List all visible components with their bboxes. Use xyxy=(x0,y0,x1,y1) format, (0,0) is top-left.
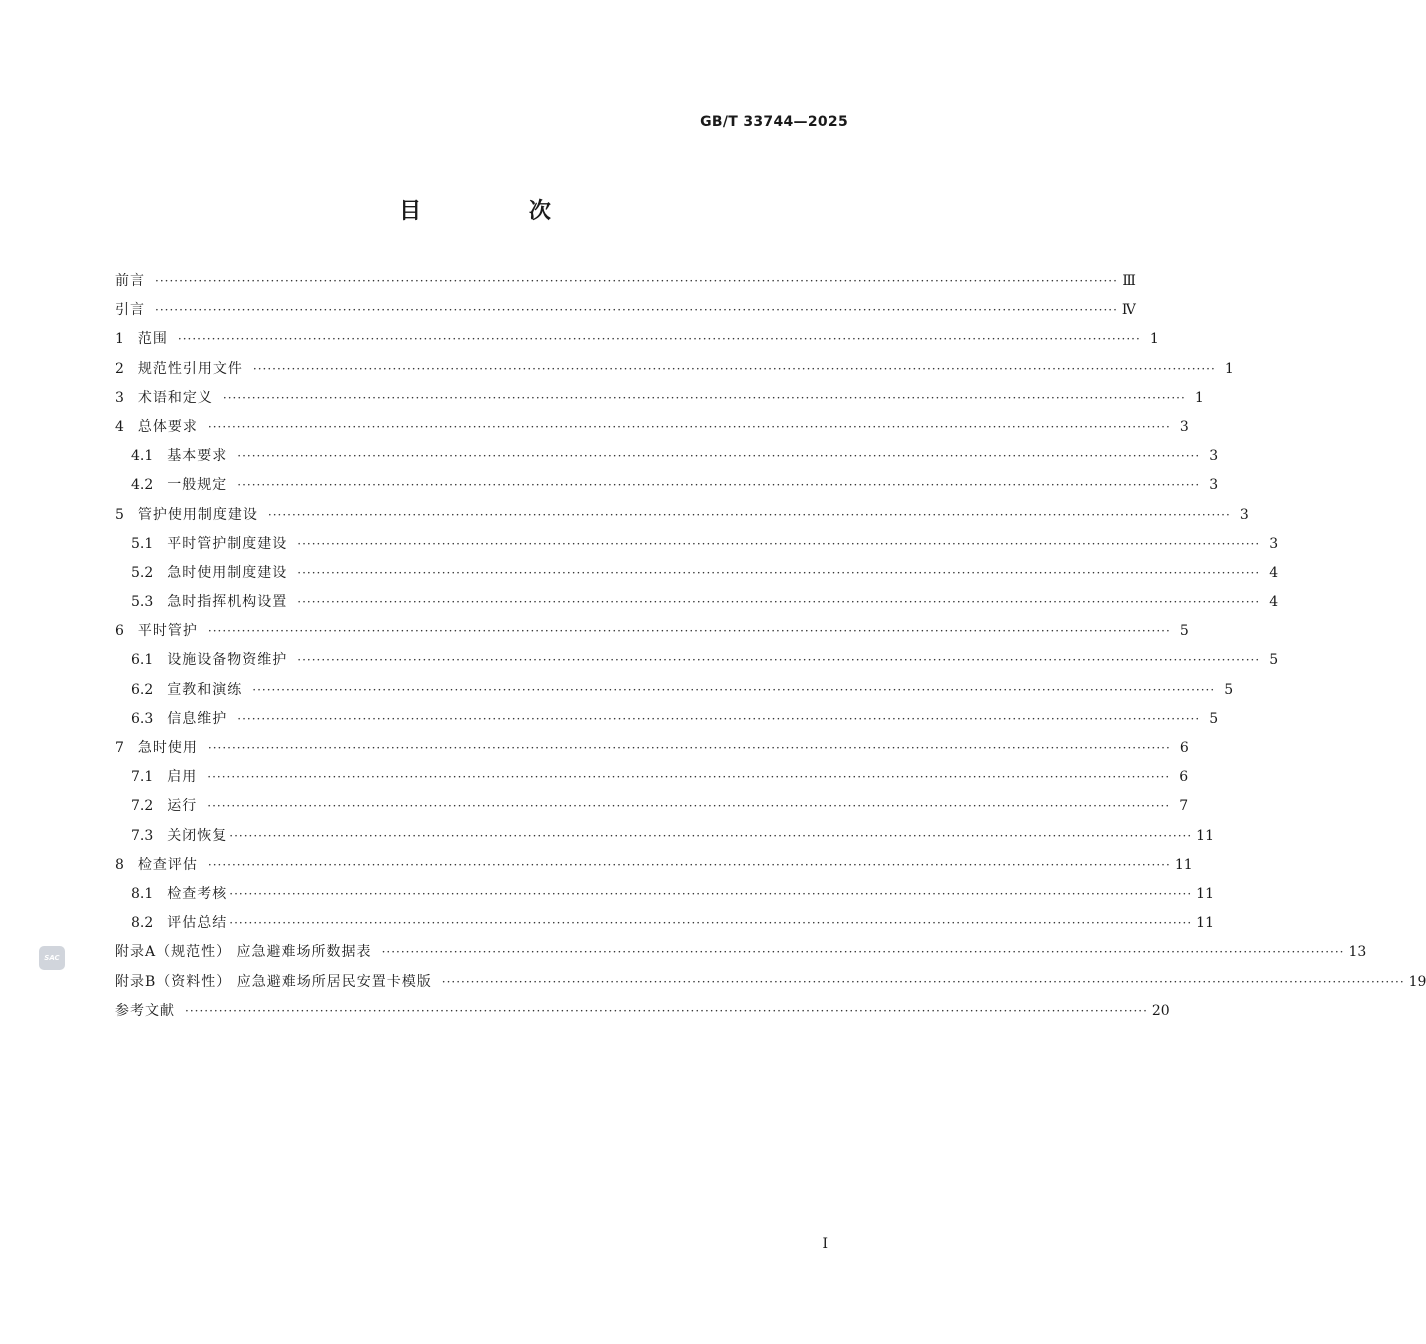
toc-entry-number: 4.2 xyxy=(131,477,154,494)
toc-title: 目 次 xyxy=(399,199,601,224)
toc-entry-label: 参考文献 xyxy=(115,1002,175,1019)
toc-entry[interactable] xyxy=(115,474,1219,503)
toc-entry-page: 5 xyxy=(1209,710,1219,727)
toc-entry[interactable] xyxy=(115,883,1214,912)
toc-entry-page: Ⅳ xyxy=(1121,302,1136,319)
toc-entry-page: 1 xyxy=(1194,389,1204,406)
toc-dot-leader: ········································································································································································································ xyxy=(381,945,1345,960)
toc-dot-leader: ········································································································································································································ xyxy=(155,303,1118,318)
toc-entry-label: 启用 xyxy=(167,769,198,786)
toc-dot-leader: ········································································································································································································ xyxy=(207,770,1171,785)
toc-entry-page: 3 xyxy=(1269,535,1279,552)
toc-entry-page: 3 xyxy=(1179,418,1189,435)
toc-entry-number: 7.2 xyxy=(131,798,154,815)
toc-entry-number: 6.3 xyxy=(131,710,154,727)
toc-entry-page: 3 xyxy=(1209,477,1219,494)
toc-entry-label: 附录A（规范性） 应急避难场所数据表 xyxy=(115,944,372,961)
toc-entry-page: 1 xyxy=(1224,360,1234,377)
toc-entry-number: 4.1 xyxy=(131,448,154,465)
toc-entry[interactable] xyxy=(115,795,1189,824)
toc-dot-leader: ········································································································································································································ xyxy=(237,711,1201,726)
toc-entry-label: 平时管护制度建设 xyxy=(167,535,288,552)
toc-entry[interactable] xyxy=(115,620,1189,649)
toc-entry-number: 8 xyxy=(115,856,124,873)
toc-entry-label: 评估总结 xyxy=(167,915,228,932)
toc-entry[interactable] xyxy=(115,854,1193,883)
standard-code: GB/T 33744—2025 xyxy=(700,114,848,130)
toc-entry[interactable] xyxy=(115,270,1136,299)
toc-entry-number: 1 xyxy=(115,331,124,348)
toc-entry-page: 11 xyxy=(1196,885,1214,902)
toc-entry-page: 3 xyxy=(1239,506,1249,523)
toc-entry[interactable] xyxy=(115,533,1279,562)
toc-entry-label: 基本要求 xyxy=(167,448,228,465)
toc-entry-page: 4 xyxy=(1269,594,1279,611)
toc-entry-label: 检查评估 xyxy=(137,856,198,873)
toc-dot-leader: ········································································································································································································ xyxy=(237,449,1201,464)
toc-entry-number: 4 xyxy=(115,418,124,435)
toc-entry[interactable] xyxy=(115,328,1159,357)
toc-entry[interactable] xyxy=(115,445,1219,474)
toc-entry[interactable] xyxy=(115,591,1279,620)
toc-entry-page: 6 xyxy=(1179,769,1189,786)
toc-entry-page: 3 xyxy=(1209,448,1219,465)
toc-entry-label: 管护使用制度建设 xyxy=(137,506,258,523)
toc-dot-leader: ········································································································································································································ xyxy=(177,332,1141,347)
toc-entry[interactable] xyxy=(115,649,1279,678)
toc-entry-label: 前言 xyxy=(115,273,145,289)
toc-entry-label: 急时使用制度建设 xyxy=(167,564,288,581)
toc-entry[interactable] xyxy=(115,358,1234,387)
toc-dot-leader: ········································································································································································································ xyxy=(207,799,1171,814)
toc-entry-number: 5.3 xyxy=(131,594,154,611)
toc-dot-leader: ········································································································································································································ xyxy=(229,886,1193,901)
toc-entry-label: 设施设备物资维护 xyxy=(167,652,288,669)
toc-entry-label: 平时管护 xyxy=(137,623,198,640)
toc-dot-leader: ········································································································································································································ xyxy=(207,857,1171,872)
toc-entry[interactable] xyxy=(115,679,1234,708)
toc-entry-label: 信息维护 xyxy=(167,710,228,727)
toc-entry-number: 5.1 xyxy=(131,535,154,552)
toc-dot-leader: ········································································································································································································ xyxy=(207,741,1171,755)
toc-entry-page: 6 xyxy=(1179,740,1189,756)
toc-dot-leader: ········································································································································································································ xyxy=(441,974,1405,989)
toc-dot-leader: ········································································································································································································ xyxy=(252,361,1216,376)
toc-entry[interactable] xyxy=(115,825,1214,854)
toc-entry-label: 总体要求 xyxy=(137,418,198,435)
toc-entry-number: 5 xyxy=(115,506,124,523)
toc-entry-label: 一般规定 xyxy=(167,477,228,494)
toc-dot-leader: ········································································································································································································ xyxy=(252,682,1216,697)
table-of-contents xyxy=(115,270,1426,1029)
toc-entry-label: 术语和定义 xyxy=(137,389,213,406)
toc-dot-leader: ········································································································································································································ xyxy=(229,916,1193,931)
toc-entry-page: 20 xyxy=(1151,1002,1170,1019)
toc-dot-leader: ········································································································································································································ xyxy=(297,595,1261,610)
toc-entry-label: 宣教和演练 xyxy=(167,681,243,698)
toc-entry-page: 5 xyxy=(1224,681,1234,698)
toc-dot-leader: ········································································································································································································ xyxy=(297,536,1261,551)
toc-entry[interactable] xyxy=(115,299,1136,328)
toc-dot-leader: ········································································································································································································ xyxy=(207,624,1171,639)
toc-dot-leader: ········································································································································································································ xyxy=(207,419,1171,434)
toc-entry-page: 11 xyxy=(1196,915,1214,932)
toc-entry[interactable] xyxy=(115,912,1214,941)
toc-dot-leader: ········································································································································································································ xyxy=(185,1003,1148,1018)
toc-entry-label: 急时使用 xyxy=(137,740,198,756)
toc-entry-number: 7.1 xyxy=(131,769,154,786)
toc-entry[interactable] xyxy=(115,1000,1170,1029)
toc-dot-leader: ········································································································································································································ xyxy=(267,507,1231,522)
toc-entry-page: 11 xyxy=(1196,827,1214,844)
toc-entry-label: 检查考核 xyxy=(167,885,228,902)
page-number: I xyxy=(822,1236,828,1252)
toc-dot-leader: ········································································································································································································ xyxy=(229,828,1193,843)
toc-entry-number: 5.2 xyxy=(131,564,154,581)
toc-entry[interactable] xyxy=(115,971,1426,1000)
toc-entry-number: 8.1 xyxy=(131,885,154,902)
toc-entry-number: 7 xyxy=(115,740,124,756)
toc-entry[interactable] xyxy=(115,941,1367,970)
toc-entry-label: 运行 xyxy=(167,798,198,815)
toc-entry-label: 规范性引用文件 xyxy=(137,360,243,377)
toc-entry-page: 7 xyxy=(1179,798,1189,815)
toc-entry[interactable] xyxy=(115,766,1189,795)
toc-entry-number: 6.1 xyxy=(131,652,154,669)
toc-entry-number: 6.2 xyxy=(131,681,154,698)
toc-entry-number: 6 xyxy=(115,623,124,640)
toc-dot-leader: ········································································································································································································ xyxy=(237,478,1201,493)
toc-dot-leader: ········································································································································································································ xyxy=(297,565,1261,580)
toc-entry[interactable] xyxy=(115,416,1189,445)
toc-entry-page: Ⅲ xyxy=(1122,273,1136,289)
toc-entry[interactable] xyxy=(115,504,1249,533)
toc-entry[interactable] xyxy=(115,737,1189,766)
toc-entry-label: 附录B（资料性） 应急避难场所居民安置卡模版 xyxy=(115,973,432,990)
toc-entry-page: 11 xyxy=(1174,856,1193,873)
toc-entry-page: 4 xyxy=(1269,564,1279,581)
toc-entry-number: 8.2 xyxy=(131,915,154,932)
toc-entry-page: 1 xyxy=(1149,331,1159,348)
toc-entry-number: 2 xyxy=(115,360,124,377)
toc-dot-leader: ········································································································································································································ xyxy=(297,653,1261,668)
toc-entry-label: 急时指挥机构设置 xyxy=(167,594,288,611)
toc-entry[interactable] xyxy=(115,387,1204,416)
toc-dot-leader: ········································································································································································································ xyxy=(155,274,1118,288)
toc-entry-label: 关闭恢复 xyxy=(167,827,228,844)
toc-entry[interactable] xyxy=(115,562,1279,591)
toc-dot-leader: ········································································································································································································ xyxy=(222,390,1186,405)
toc-entry-page: 5 xyxy=(1269,652,1279,669)
sac-watermark-logo: SAC xyxy=(39,946,65,970)
toc-entry[interactable] xyxy=(115,708,1219,737)
toc-entry-number: 3 xyxy=(115,389,124,406)
toc-entry-page: 19 xyxy=(1408,973,1426,990)
toc-entry-page: 5 xyxy=(1179,623,1189,640)
toc-entry-number: 7.3 xyxy=(131,827,154,844)
toc-entry-label: 范围 xyxy=(137,331,168,348)
toc-entry-page: 13 xyxy=(1348,944,1367,961)
toc-entry-label: 引言 xyxy=(115,302,145,319)
